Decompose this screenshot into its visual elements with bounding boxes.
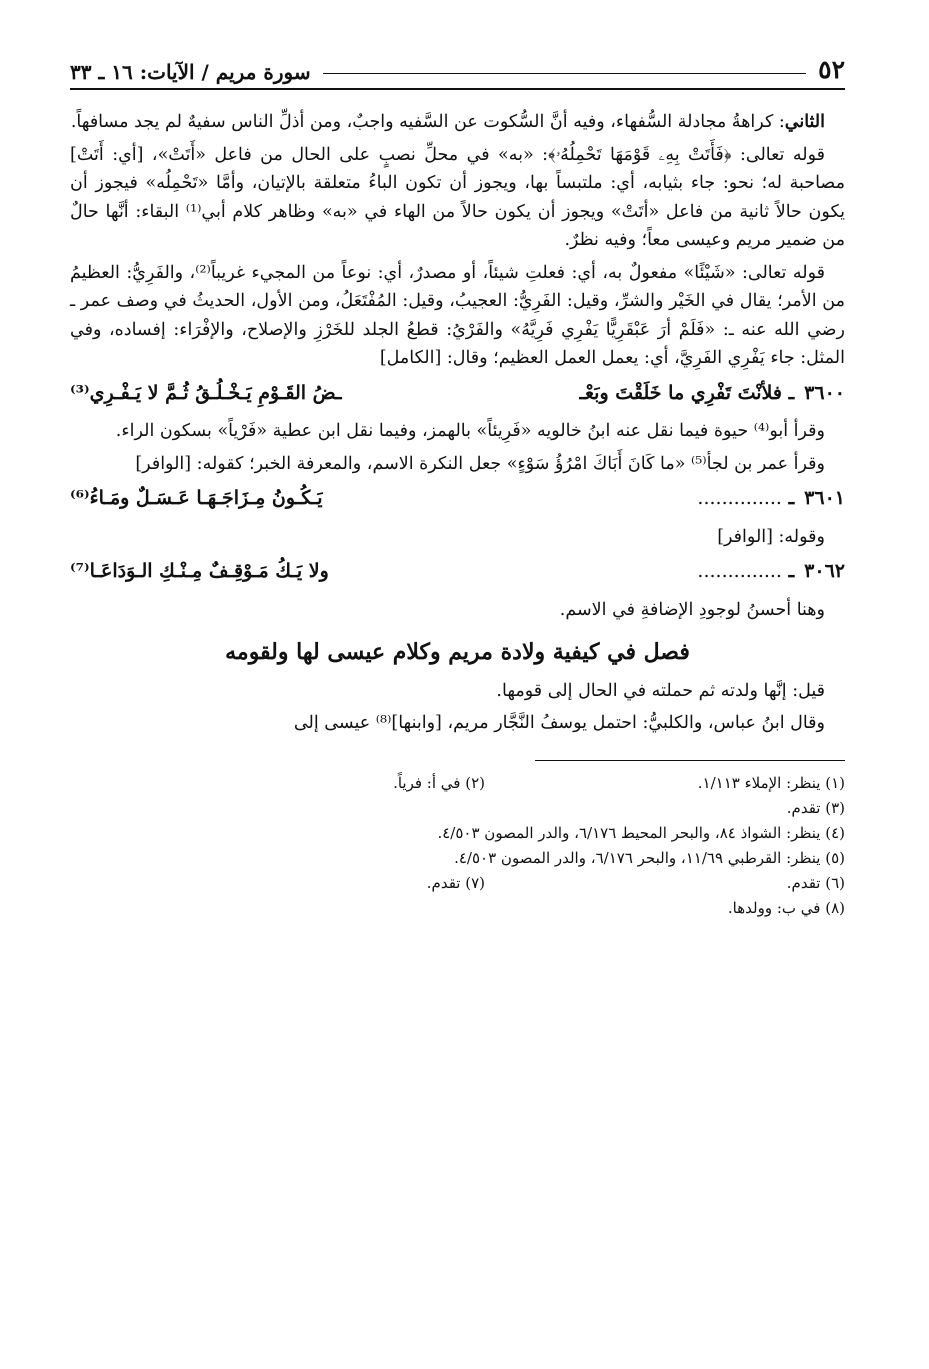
main-text [70,108,845,738]
verse-second-hemistich: ولا يَـكُ مَـوْقِـفٌ مِـنْـكِ الـوَدَاعَـا⁽⁷⁾ [70,560,329,582]
footnote: (١) ينظر: الإملاء ١/١١٣. [697,773,845,792]
page [70,40,845,921]
meter-label: وقوله: [الوافر] [717,526,825,547]
paragraph-7: قيل: إنَّها ولدته ثم حملته في الحال إلى قومها. [496,680,825,701]
footnotes [70,771,845,921]
paragraph-8: وقال ابنُ عباس، والكلبيُّ: احتمل يوسفُ النَّجَّار مريم، [وابنها]⁽⁸⁾ عيسى إلى [293,713,825,733]
paragraph-5: وقرأ عمر بن لجأ⁽⁵⁾ «ما كَانَ أَبَاكَ امْرُؤُ سَوْءٍ» جعل النكرة الاسم، والمعرفة الخبر؛ كقوله: [الوافر] [135,453,825,474]
verse-ellipsis: .............. [697,487,782,509]
footnote: (٧) تقدم. [426,873,485,892]
paragraph-3: قوله تعالى: «شَيْئًا» مفعولٌ به، أي: فعلتِ شيئاً، أو مصدرٌ، أي: نوعاً من المجيء غريباً⁽²⁾، والفَرِيُّ: العظيمُ من الأمر؛ يقال في الخَيْر والشرِّ، وقيل: الفَرِيُّ: العجيبُ، وقيل: المُفْتَعَلُ، ومن الأول، الحديثُ في وصف عمر ـ رضي الله عنه ـ: «فَلَمْ أرَ عَبْقَرِيًّا يَفْرِي فَرِيَّهُ» والفَرْيُ: قطعُ الجلد للخَرْزِ والإصلاح، والإفْرَاء: إفساده، وفي المثل: جاء يَفْرِي الفَرِيَّ، أي: يعمل العمل العظيم؛ وقال: [الكامل] [70,262,845,368]
footnote-row [70,821,845,846]
header-rule [323,73,807,74]
verse-ellipsis: .............. [697,560,782,582]
verse-3602: ٣٠٦٢ـ .............. ولا يَـكُ مَـوْقِـفٌ مِـنْـكِ الـوَدَاعَـا⁽⁷⁾ [70,557,845,586]
footnote: (٢) في أ: فرياً. [393,773,485,792]
verse-first-hemistich: فلأنْتَ تَفْرِي ما خَلَقْتَ وبَعْـ [579,381,782,404]
footnote-row [70,871,845,896]
paragraph-text: : كراهةُ مجادلة السُّفهاء، وفيه أنَّ السُّكوت عن السَّفيه واجبٌ، ومن أذلِّ الناس سفيهٌ لم يجد مسافهاً. [70,112,785,132]
page-header [70,40,845,90]
running-title: سورة مريم / الآيات: ١٦ ـ ٣٣ [70,60,311,84]
paragraph-4: وقرأ أبو⁽⁴⁾ حيوة فيما نقل عنه ابنُ خالويه «فَرِيئاً» بالهمز، وفيما نقل ابن عطية «فَرْياً» بسكون الراء. [115,421,825,441]
verse-number: ٣٠٦٢ [804,560,845,582]
footnote: (٣) تقدم. [786,798,845,817]
paragraph-2: قوله تعالى: ﴿فَأَتَتْ بِهِۦ قَوْمَهَا تَحْمِلُهُۥ﴾: «به» في محلِّ نصبٍ على الحال من فاعل «أَتَتْ»، [أي: أَتَتْ] مصاحبة له؛ نحو: جاء بثيابه، أي: ملتبساً بها، ويجوز أن تكون الباءُ متعلقة بالإتيان، وأمَّا «تَحْمِلُه» فيجوز أن يكون حالاً ثانية من فاعل «أتَتْ» ويجوز أن يكون حالاً من الهاء في «به» وظاهر كلام أبي⁽¹⁾ البقاء: أنَّها حالٌ من ضمير مريم وعيسى معاً؛ وفيه نظرٌ. [70,144,845,250]
verse-3601: ٣٦٠١ـ .............. يَـكُـونُ مِـزَاجَـهَـا عَـسَـلٌ ومَـاءُ⁽⁶⁾ [70,484,845,513]
section-heading: فصل في كيفية ولادة مريم وكلام عيسى لها ولقومه [225,639,690,665]
verse-3600: ٣٦٠٠ـ فلأنْتَ تَفْرِي ما خَلَقْتَ وبَعْـ ـضُ القَـوْمِ يَـخْـلُـقُ ثُـمَّ لا يَـفْـرِي⁽³⁾ [70,379,845,408]
footnote-row [70,846,845,871]
verse-second-hemistich: يَـكُـونُ مِـزَاجَـهَـا عَـسَـلٌ ومَـاءُ⁽⁶⁾ [70,487,323,509]
footnote-row [70,896,845,921]
paragraph-6: وهنا أحسنُ لوجودِ الإضافةِ في الاسم. [559,599,825,620]
footnote-separator [535,760,845,761]
paragraph-lead: الثاني [784,112,825,132]
footnote-row [70,771,845,796]
paragraph-1 [70,108,845,137]
verse-number: ٣٦٠١ [804,487,845,509]
footnote-row [70,796,845,821]
verse-number: ٣٦٠٠ [804,381,845,404]
footnote: (٦) تقدم. [786,873,845,892]
footnote: (٨) في ب: وولدها. [727,898,845,917]
page-number: ٥٢ [818,55,845,84]
footnote: (٥) ينظر: القرطبي ١١/٦٩، والبحر ٦/١٧٦، والدر المصون ٤/٥٠٣. [454,848,845,867]
footnote: (٤) ينظر: الشواذ ٨٤، والبحر المحيط ٦/١٧٦، والدر المصون ٤/٥٠٣. [437,823,845,842]
verse-second-hemistich: ـضُ القَـوْمِ يَـخْـلُـقُ ثُـمَّ لا يَـفْـرِي⁽³⁾ [70,381,342,404]
